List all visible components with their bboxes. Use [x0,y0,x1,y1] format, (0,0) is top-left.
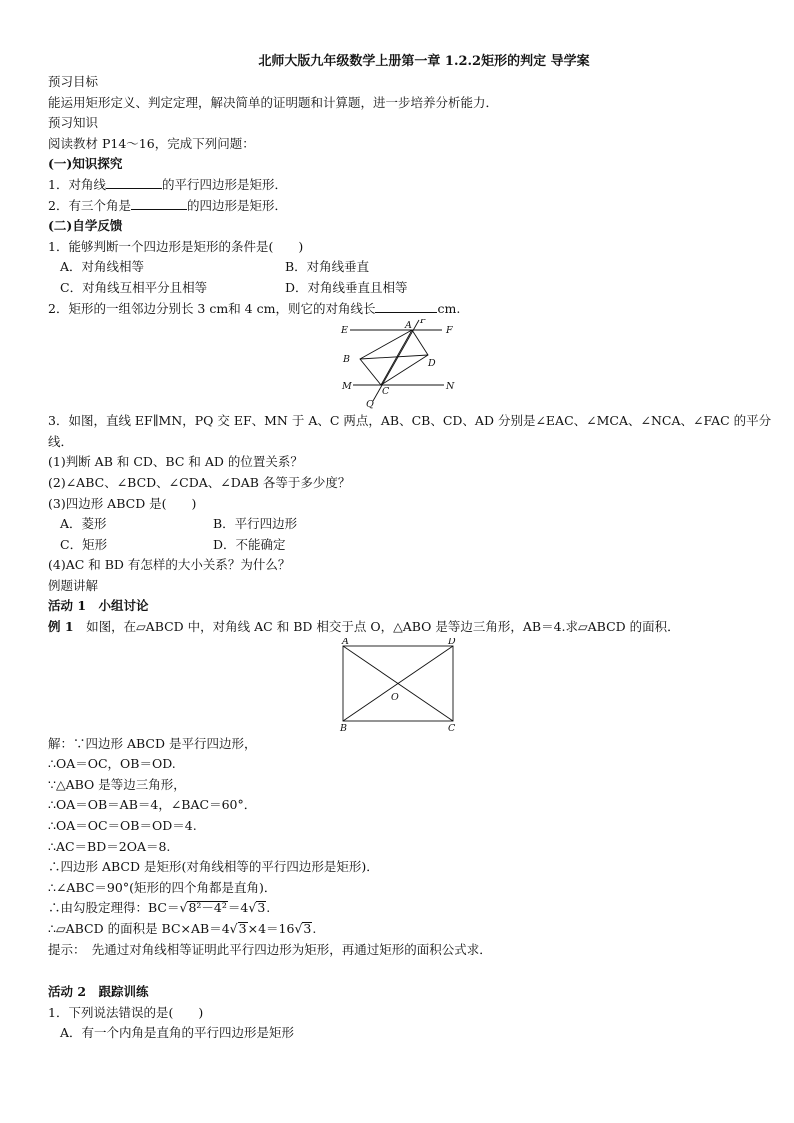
label-n: N [446,381,455,393]
section1-question-2 [48,196,758,217]
quadrilateral-abcd [360,330,428,385]
solution-text: . [312,921,317,936]
options-row [48,514,758,535]
section1-heading: (一)知识探究 [48,156,123,172]
option-d: D．对角线垂直且相等 [285,279,408,295]
options-row [48,535,758,556]
preview-goal-heading: 预习目标 [48,74,99,89]
label-m: M [342,381,352,393]
options-row [48,278,758,299]
option-c: C．矩形 [60,536,108,552]
label-a: A [405,320,412,332]
geometry-diagram-1 [48,319,758,411]
option-a: A．菱形 [60,516,107,532]
solution-line: ∴AC＝BD＝2OA＝8. [48,838,171,854]
example-heading: 例题讲解 [48,577,99,593]
page-title: 北师大版九年级数学上册第一章 1.2.2矩形的判定 导学案 [258,54,590,69]
label-p: P [420,319,427,327]
label-o: O [391,691,399,703]
radicand: 3 [238,921,247,936]
label-b: B [343,354,350,366]
figure-parallel-lines [48,319,758,411]
sub-question-2: (2)∠ABC、∠BCD、∠CDA、∠DAB 各等于多少度？ [48,474,351,490]
activity1-heading: 活动 1 小组讨论 [48,598,149,614]
question-text: 2．有三个角是 [48,197,131,213]
option-d: D．不能确定 [213,536,286,552]
example-label: 例 1 [48,619,74,635]
label-c: C [382,386,390,398]
solution-line: 解：∵四边形 ABCD 是平行四边形， [48,735,257,751]
section2-heading: (二)自学反馈 [48,218,123,234]
solution-text: ×4＝16 [247,921,295,936]
reading-task: 阅读教材 P14～16，完成下列问题： [48,135,255,151]
solution-text: . [266,900,271,916]
label-q: Q [366,399,374,411]
section2-question-1: 1．能够判断一个四边形是矩形的条件是( ) [48,238,304,254]
section2-question-3-cont: 线． [48,433,74,449]
worksheet-page [48,52,772,1044]
activity2-question-1: 1．下列说法错误的是( ) [48,1004,204,1020]
answer-blank[interactable] [375,300,437,313]
options-row [48,257,758,278]
option-b: B．平行四边形 [213,516,298,532]
preview-knowledge-heading: 预习知识 [48,115,99,131]
radicand: 8²－4² [188,900,227,916]
preview-goal-text: 能运用矩形定义、判定定理，解决简单的证明题和计算题，进一步培养分析能力． [48,94,499,110]
label-b: B [340,722,347,734]
question-text: 的平行四边形是矩形． [161,176,287,192]
question-text: 的四边形是矩形． [186,197,287,213]
solution-line: ∴OA＝OC＝OB＝OD＝4. [48,818,197,834]
solution-line: ∴OA＝OB＝AB＝4，∠BAC＝60°． [48,797,257,813]
solution-line: ∴▱ABCD 的面积是 BC×AB＝4√3×4＝16√3. [48,921,317,936]
solution-line: ∵△ABO 是等边三角形， [48,776,186,792]
option-a: A．对角线相等 [60,259,145,275]
label-d: D [428,358,436,370]
solution-hint: 提示： 先通过对角线相等证明此平行四边形为矩形，再通过矩形的面积公式求． [48,941,492,957]
section2-question-2 [48,299,758,320]
question-text: cm. [437,300,461,316]
geometry-diagram-2 [48,638,758,734]
radicand: 3 [257,900,266,916]
option-b: B．对角线垂直 [285,259,370,275]
label-f: F [446,325,453,337]
example-text: 如图，在▱ABCD 中，对角线 AC 和 BD 相交于点 O，△ABO 是等边三角形，AB＝4.求▱ABCD 的面积． [73,619,680,635]
example-1 [48,617,758,638]
label-e: E [341,325,348,337]
solution-line: ∴由勾股定理得：BC＝√8²－4²＝4√3. [48,900,271,916]
answer-blank[interactable] [106,176,162,189]
solution-text: ＝4 [227,900,249,916]
answer-blank[interactable] [131,197,187,210]
section1-question-1 [48,175,758,196]
solution-line: ∴OA＝OC，OB＝OD. [48,756,176,772]
line-pq [373,320,419,401]
activity2-heading: 活动 2 跟踪训练 [48,984,149,1000]
solution-line: ∴∠ABC＝90°(矩形的四个角都是直角)． [48,879,277,895]
solution-text: ∴▱ABCD 的面积是 BC×AB＝4 [48,921,230,936]
label-d: D [448,637,456,647]
label-c: C [448,722,456,734]
section2-question-3: 3．如图，直线 EF∥MN，PQ 交 EF、MN 于 A、C 两点，AB、CB、CD、AD 分别是∠EAC、∠MCA、∠NCA、∠FAC 的平分 [48,413,772,429]
figure-rectangle [48,638,758,734]
solution-line: ∴四边形 ABCD 是矩形(对角线相等的平行四边形是矩形)． [48,859,379,875]
radicand: 3 [303,921,312,936]
question-text: 1．对角线 [48,176,106,192]
option-a: A．有一个内角是直角的平行四边形是矩形 [60,1025,295,1041]
diagonal-bd [360,355,428,359]
question-text: 2．矩形的一组邻边分别长 3 cm和 4 cm，则它的对角线长 [48,300,376,316]
label-a: A [342,637,349,647]
sub-question-4: (4)AC 和 BD 有怎样的大小关系？为什么？ [48,557,291,573]
sub-question-3: (3)四边形 ABCD 是( ) [48,495,197,511]
sub-question-1: (1)判断 AB 和 CD、BC 和 AD 的位置关系？ [48,454,303,470]
solution-text: ∴由勾股定理得：BC＝ [48,900,180,916]
option-c: C．对角线互相平分且相等 [60,279,208,295]
